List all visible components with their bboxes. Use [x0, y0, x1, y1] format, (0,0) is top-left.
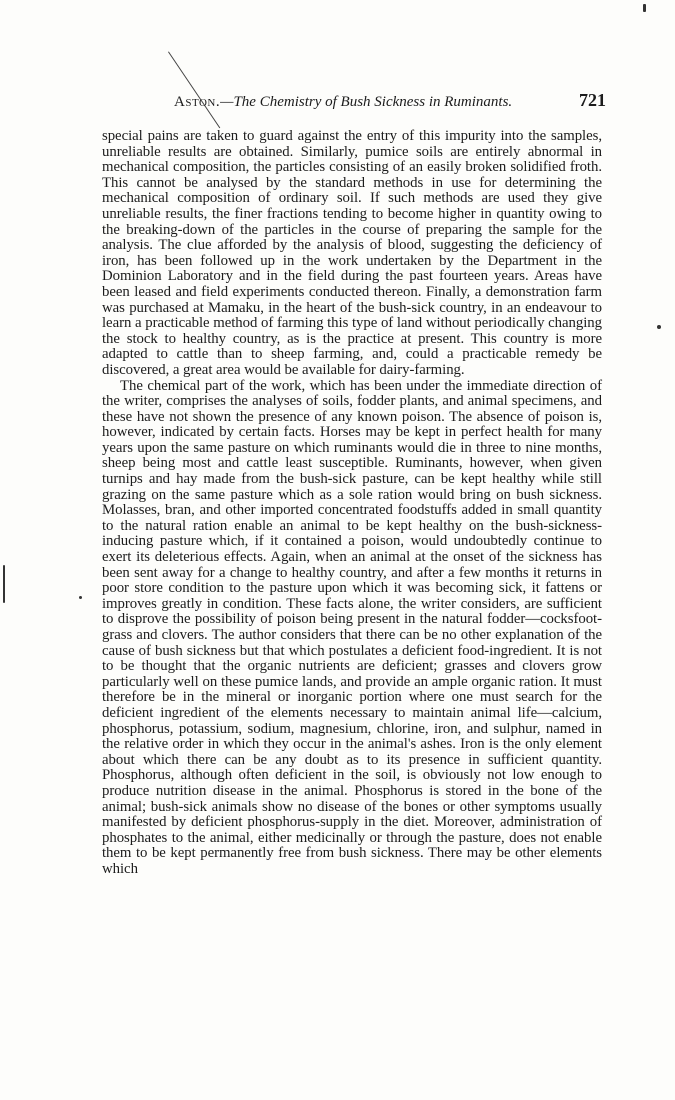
running-header [96, 90, 606, 114]
page-number: 721 [579, 90, 606, 110]
paragraph-continued: special pains are taken to guard against the entry of this impurity into the samples, unreliable results are obtained. Similarly, pumice soils are entirely abnormal in mechanical composition, the particles consisting of an easily broken solidified froth. This cannot be analysed by the standard methods in use for determining the mechanical composition of ordinary soil. If such methods are used they give unreliable results, the finer fractions tending to become higher in quantity owing to the breaking-down of the particles in the course of preparing the sample for the analysis. The clue afforded by the analysis of blood, suggesting the deficiency of iron, has been followed up in the work undertaken by the Department in the Dominion Laboratory and in the field during the past fourteen years. Areas have been leased and field experiments conducted thereon. Finally, a demonstration farm was purchased at Mamaku, in the heart of the bush-sick country, in an endeavour to learn a practicable method of farming this type of land without periodically changing the stock to healthy country, as is the practice at present. This country is more adapted to cattle than to sheep farming, and, could a practicable remedy be discovered, a great area would be available for dairy-farming. [102, 128, 602, 378]
ink-dot-mark [657, 325, 661, 329]
scan-edge-mark [3, 565, 5, 603]
scan-speck-mark [643, 4, 646, 12]
article-title: —The Chemistry of Bush Sickness in Ruminants. [220, 94, 513, 110]
ink-dot-mark [79, 596, 82, 599]
author-name: Aston. [174, 94, 221, 110]
paragraph-chemical-work: The chemical part of the work, which has been under the immediate direction of the writer, comprises the analyses of soils, fodder plants, and animal specimens, and these have not shown the presence of any known poison. The absence of poison is, however, indicated by certain facts. Horses may be kept in perfect health for many years upon the same pasture on which ruminants would die in three to nine months, sheep being most and cattle least susceptible. Ruminants, however, when given turnips and hay made from the bush-sick pasture, can be kept healthy while still grazing on the same pasture which as a sole ration would bring on bush sickness. Molasses, bran, and other imported concentrated foodstuffs added in small quantity to the natural ration enable an animal to be kept healthy on the bush-sickness-inducing pasture which, if it contained a poison, would undoubtedly continue to exert its deleterious effects. Again, when an animal at the onset of the sickness has been sent away for a change to healthy country, and after a few months it returns in poor store condition to the pasture upon which it was becoming sick, it fattens or improves greatly in condition. These facts alone, the writer considers, are sufficient to disprove the possibility of poison being present in the natural fodder—cocksfoot-grass and clovers. The author considers that there can be no other explanation of the cause of bush sickness but that which postulates a deficient food-ingredient. It is not to be thought that the organic nutrients are deficient; grasses and clovers grow particularly well on these pumice lands, and provide an ample organic ration. It must therefore be in the mineral or inorganic portion where one must search for the deficient ingredient of the elements necessary to maintain animal life—calcium, phosphorus, potassium, sodium, magnesium, chlorine, iron, and sulphur, named in the relative order in which they occur in the animal's ashes. Iron is the only element about which there can be any doubt as to its presence in sufficient quantity. Phosphorus, although often deficient in the soil, is obviously not low enough to produce nutrition disease in the animal. Phosphorus is stored in the bone of the animal; bush-sick animals show no disease of the bones or other symptoms usually manifested by deficient phosphorus-supply in the diet. Moreover, administration of phosphates to the animal, either medicinally or through the pasture, does not enable them to be kept permanently free from bush sickness. There may be other elements which [102, 377, 602, 877]
body-text [102, 129, 602, 878]
running-head [174, 94, 512, 111]
